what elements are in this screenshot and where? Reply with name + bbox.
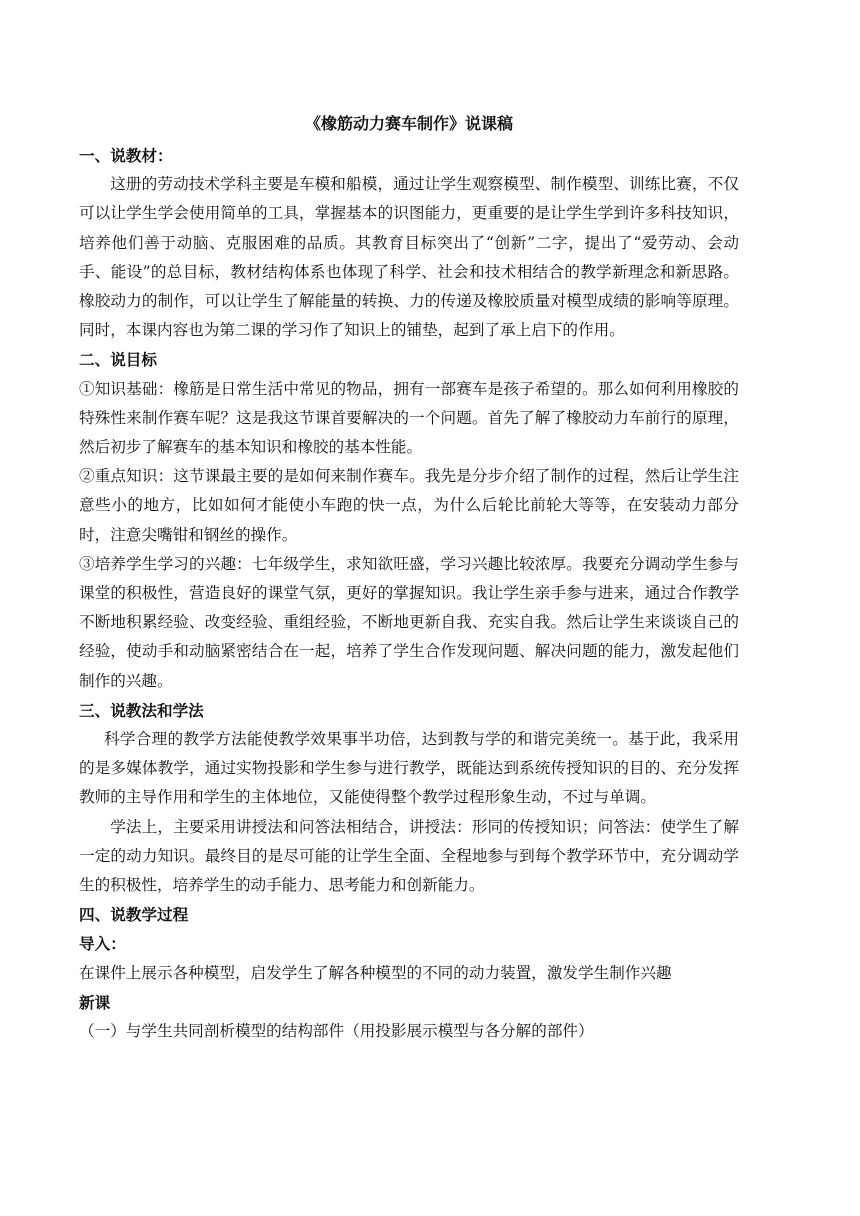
document-title: 《橡筋动力赛车制作》说课稿 [304,114,513,133]
section-heading-process: 四、说教学过程 [79,905,189,925]
new-lesson-heading: 新课 [79,992,111,1012]
goal-paragraph-interest: ③培养学生学习的兴趣：七年级学生，求知欲旺盛，学习兴趣比较浓厚。我要充分调动学生参与课堂的积极性，营造良好的课堂气氛，更好的掌握知识。我让学生亲手参与进来，通过合作教学不断地积累经验、改变经验、重组经验，不断地更新自我、充实自我。然后让学生来谈谈自己的经验，使动手和动脑紧密结合在一起，培养了学生合作发现问题、解决问题的能力，激发起他们制作的兴趣。 [79,554,739,690]
intro-heading: 导入： [79,934,126,954]
methods-paragraph-teaching: 科学合理的教学方法能使教学效果事半功倍，达到教与学的和谐完美统一。基于此，我采用的是多媒体教学，通过实物投影和学生参与进行教学，既能达到系统传授知识的目的、充分发挥教师的主导作用和学生的主体地位，又能使得整个教学过程形象生动，不过与单调。 [79,730,739,807]
new-lesson-item: （一）与学生共同剖析模型的结构部件（用投影展示模型与各分解的部件） [79,1022,594,1041]
methods-paragraph-learning: 学法上，主要采用讲授法和问答法相结合，讲授法：形同的传授知识；问答法：使学生了解一定的动力知识。最终目的是尽可能的让学生全面、全程地参与到每个教学环节中，充分调动学生的积极性，培养学生的动手能力、思考能力和创新能力。 [79,817,739,895]
goal-paragraph-key-points: ②重点知识：这节课最主要的是如何来制作赛车。我先是分步介绍了制作的过程，然后让学生注意些小的地方，比如如何才能使小车跑的快一点，为什么后轮比前轮大等等，在安装动力部分时，注意尖嘴钳和钢丝的操作。 [79,467,739,544]
goal-paragraph-knowledge: ①知识基础：橡筋是日常生活中常见的物品，拥有一部赛车是孩子希望的。那么如何利用橡胶的特殊性来制作赛车呢？这是我这节课首要解决的一个问题。首先了解了橡胶动力车前行的原理，然后初步了解赛车的基本知识和橡胶的基本性能。 [79,379,739,457]
document-page [79,106,739,1046]
section-heading-goals: 二、说目标 [79,350,157,370]
textbook-paragraph: 这册的劳动技术学科主要是车模和船模，通过让学生观察模型、制作模型、训练比赛，不仅可以让学生学会使用简单的工具，掌握基本的识图能力，更重要的是让学生学到许多科技知识，培养他们善于动脑、克服困难的品质。其教育目标突出了“创新”二字，提出了“爱劳动、会动手、能设”的总目标，教材结构体系也体现了科学、社会和技术相结合的教学新理念和新思路。橡胶动力的制作，可以让学生了解能量的转换、力的传递及橡胶质量对模型成绩的影响等原理。同时，本课内容也为第二课的学习作了知识上的铺垫，起到了承上启下的作用。 [79,175,739,340]
section-heading-methods: 三、说教法和学法 [79,700,204,720]
section-heading-textbook: 一、说教材： [79,146,173,165]
intro-paragraph: 在课件上展示各种模型，启发学生了解各种模型的不同的动力装置，激发学生制作兴趣 [79,963,672,982]
